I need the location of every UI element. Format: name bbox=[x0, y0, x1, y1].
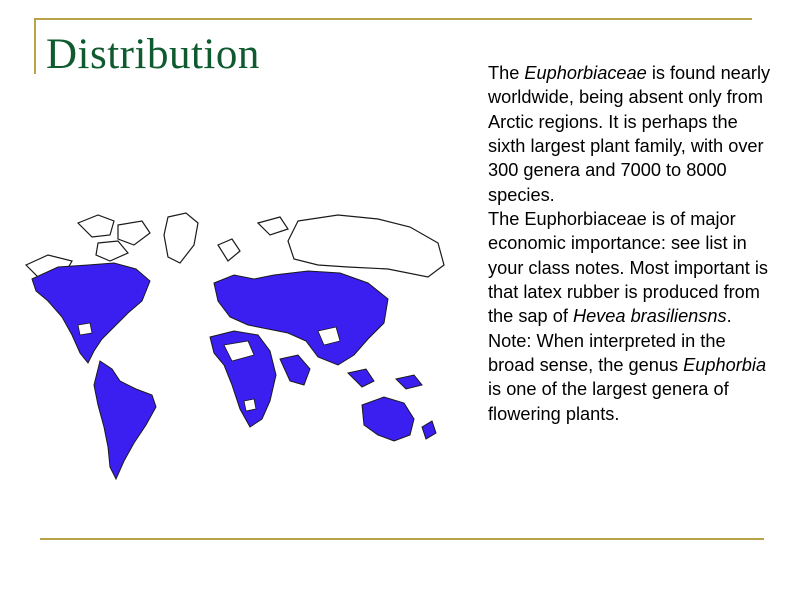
paragraph-note: Note: When interpreted in the broad sense, the genus Euphorbia is one of the largest genera of flowering plants. bbox=[488, 330, 767, 424]
world-distribution-map bbox=[18, 205, 448, 490]
paragraph-range: The Euphorbiaceae is found nearly worldwide, being absent only from Arctic regions. It is perhaps the sixth largest plant family, with over 300 genera and 7000 to 8000 species. bbox=[488, 63, 771, 205]
americas-range bbox=[32, 263, 156, 479]
slide-title: Distribution bbox=[46, 31, 260, 78]
family-name-italic: Euphorbiaceae bbox=[524, 63, 647, 83]
map-svg bbox=[18, 205, 448, 490]
body-text bbox=[488, 61, 773, 426]
top-decorative-rule bbox=[34, 18, 752, 20]
genus-name-italic: Euphorbia bbox=[683, 355, 767, 376]
paragraph-economic: The Euphorbiaceae is of major economic importance: see list in your class notes. Most important is that latex rubber is produced from the sap of Hevea brasiliensns. bbox=[488, 209, 768, 327]
species-name-italic: Hevea brasiliensns bbox=[572, 306, 727, 327]
bottom-decorative-rule bbox=[40, 538, 764, 540]
oceania-range bbox=[362, 375, 436, 441]
left-decorative-rule bbox=[34, 18, 36, 74]
